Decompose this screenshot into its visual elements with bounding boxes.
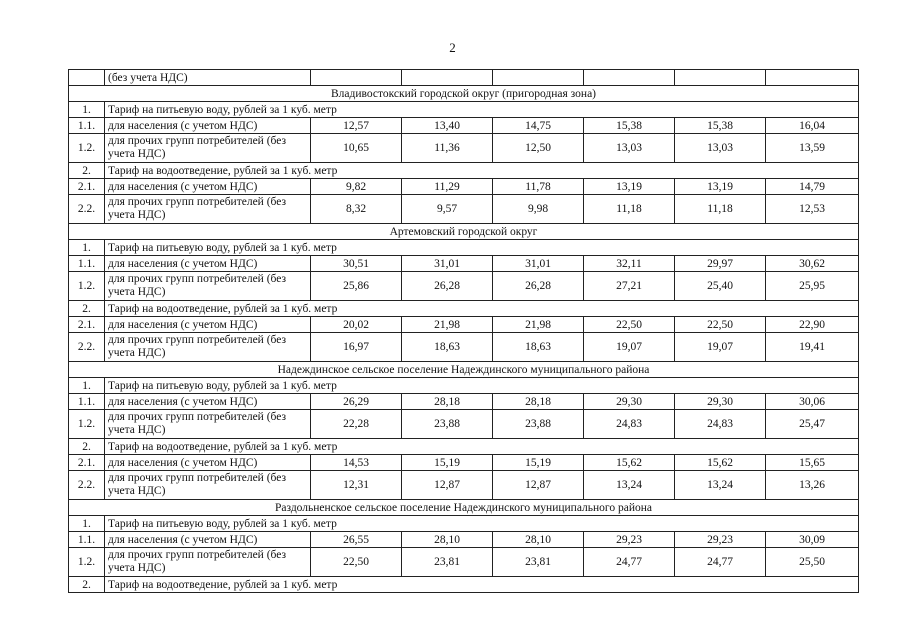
region-title: Раздольненское сельское поселение Надеждинского муниципального района [69, 500, 859, 516]
row-number: 2.2. [69, 333, 105, 362]
table-cell-name: (без учета НДС) [105, 70, 311, 86]
tariff-value: 9,98 [493, 195, 584, 224]
tariff-value: 25,40 [675, 272, 766, 301]
tariff-table-body [69, 70, 859, 593]
consumer-group: для прочих групп потребителей (без учета НДС) [105, 471, 311, 500]
tariff-title: Тариф на водоотведение, рублей за 1 куб. метр [105, 163, 859, 179]
tariff-value: 31,01 [402, 256, 493, 272]
tariff-value: 15,65 [766, 455, 859, 471]
tariff-table [68, 69, 859, 593]
tariff-value: 9,57 [402, 195, 493, 224]
tariff-header-row [69, 240, 859, 256]
table-cell-value [311, 70, 402, 86]
tariff-value: 11,36 [402, 134, 493, 163]
table-cell-value [493, 70, 584, 86]
tariff-title: Тариф на водоотведение, рублей за 1 куб. метр [105, 301, 859, 317]
tariff-value: 25,86 [311, 272, 402, 301]
tariff-value: 26,29 [311, 394, 402, 410]
tariff-value: 26,55 [311, 532, 402, 548]
row-number: 2. [69, 163, 105, 179]
tariff-value: 12,87 [493, 471, 584, 500]
tariff-value: 22,50 [675, 317, 766, 333]
tariff-value: 24,83 [675, 410, 766, 439]
tariff-header-row [69, 378, 859, 394]
tariff-value: 26,28 [493, 272, 584, 301]
table-row [69, 256, 859, 272]
row-number: 1. [69, 102, 105, 118]
tariff-value: 23,81 [493, 548, 584, 577]
consumer-group: для прочих групп потребителей (без учета НДС) [105, 333, 311, 362]
tariff-value: 11,29 [402, 179, 493, 195]
consumer-group: для прочих групп потребителей (без учета НДС) [105, 134, 311, 163]
tariff-title: Тариф на водоотведение, рублей за 1 куб. метр [105, 577, 859, 593]
tariff-value: 29,23 [584, 532, 675, 548]
consumer-group: для населения (с учетом НДС) [105, 179, 311, 195]
tariff-value: 16,97 [311, 333, 402, 362]
tariff-value: 29,97 [675, 256, 766, 272]
tariff-value: 13,40 [402, 118, 493, 134]
tariff-value: 25,47 [766, 410, 859, 439]
tariff-value: 11,18 [675, 195, 766, 224]
consumer-group: для населения (с учетом НДС) [105, 118, 311, 134]
tariff-value: 9,82 [311, 179, 402, 195]
tariff-value: 20,02 [311, 317, 402, 333]
page-number: 2 [449, 40, 456, 55]
tariff-value: 28,10 [493, 532, 584, 548]
tariff-value: 22,50 [311, 548, 402, 577]
tariff-title: Тариф на питьевую воду, рублей за 1 куб. метр [105, 516, 859, 532]
tariff-value: 15,62 [675, 455, 766, 471]
tariff-value: 18,63 [402, 333, 493, 362]
tariff-title: Тариф на питьевую воду, рублей за 1 куб. метр [105, 240, 859, 256]
region-title: Надеждинское сельское поселение Надеждинского муниципального района [69, 362, 859, 378]
tariff-value: 16,04 [766, 118, 859, 134]
tariff-value: 29,30 [675, 394, 766, 410]
tariff-header-row [69, 301, 859, 317]
row-number: 1.1. [69, 394, 105, 410]
tariff-value: 29,23 [675, 532, 766, 548]
row-number: 2. [69, 439, 105, 455]
table-row [69, 272, 859, 301]
tariff-value: 24,77 [584, 548, 675, 577]
table-cell-value [402, 70, 493, 86]
tariff-value: 27,21 [584, 272, 675, 301]
tariff-value: 13,19 [675, 179, 766, 195]
table-row [69, 410, 859, 439]
region-row [69, 86, 859, 102]
tariff-title: Тариф на водоотведение, рублей за 1 куб. метр [105, 439, 859, 455]
tariff-value: 22,28 [311, 410, 402, 439]
table-row [69, 455, 859, 471]
table-cell-value [766, 70, 859, 86]
tariff-header-row [69, 163, 859, 179]
tariff-value: 13,24 [675, 471, 766, 500]
tariff-value: 21,98 [493, 317, 584, 333]
row-number: 1. [69, 240, 105, 256]
tariff-value: 22,90 [766, 317, 859, 333]
tariff-value: 15,19 [402, 455, 493, 471]
region-row [69, 224, 859, 240]
tariff-value: 12,87 [402, 471, 493, 500]
consumer-group: для населения (с учетом НДС) [105, 455, 311, 471]
row-number: 1.1. [69, 118, 105, 134]
table-row [69, 333, 859, 362]
tariff-value: 26,28 [402, 272, 493, 301]
row-number: 1.1. [69, 532, 105, 548]
tariff-value: 19,07 [675, 333, 766, 362]
tariff-value: 30,62 [766, 256, 859, 272]
tariff-value: 14,53 [311, 455, 402, 471]
consumer-group: для населения (с учетом НДС) [105, 394, 311, 410]
tariff-value: 25,95 [766, 272, 859, 301]
tariff-header-row [69, 516, 859, 532]
table-row [69, 134, 859, 163]
tariff-value: 31,01 [493, 256, 584, 272]
tariff-value: 13,26 [766, 471, 859, 500]
consumer-group: для прочих групп потребителей (без учета НДС) [105, 410, 311, 439]
tariff-value: 12,57 [311, 118, 402, 134]
consumer-group: для прочих групп потребителей (без учета НДС) [105, 548, 311, 577]
tariff-value: 13,24 [584, 471, 675, 500]
tariff-header-row [69, 102, 859, 118]
tariff-value: 19,41 [766, 333, 859, 362]
tariff-value: 30,51 [311, 256, 402, 272]
row-number: 1.1. [69, 256, 105, 272]
row-number: 2. [69, 577, 105, 593]
table-row-continued [69, 70, 859, 86]
tariff-value: 14,75 [493, 118, 584, 134]
table-cell-value [584, 70, 675, 86]
tariff-title: Тариф на питьевую воду, рублей за 1 куб. метр [105, 102, 859, 118]
tariff-value: 23,88 [493, 410, 584, 439]
tariff-value: 21,98 [402, 317, 493, 333]
row-number: 2.1. [69, 317, 105, 333]
tariff-value: 24,83 [584, 410, 675, 439]
tariff-value: 12,53 [766, 195, 859, 224]
row-number: 1.2. [69, 134, 105, 163]
tariff-value: 13,59 [766, 134, 859, 163]
tariff-value: 13,19 [584, 179, 675, 195]
tariff-value: 12,31 [311, 471, 402, 500]
tariff-value: 32,11 [584, 256, 675, 272]
table-row [69, 179, 859, 195]
consumer-group: для прочих групп потребителей (без учета НДС) [105, 195, 311, 224]
tariff-value: 13,03 [584, 134, 675, 163]
region-title: Артемовский городской округ [69, 224, 859, 240]
tariff-value: 15,62 [584, 455, 675, 471]
table-row [69, 532, 859, 548]
tariff-value: 23,81 [402, 548, 493, 577]
tariff-value: 11,18 [584, 195, 675, 224]
tariff-value: 30,06 [766, 394, 859, 410]
tariff-value: 8,32 [311, 195, 402, 224]
tariff-value: 13,03 [675, 134, 766, 163]
region-title: Владивостокский городской округ (пригородная зона) [69, 86, 859, 102]
tariff-value: 25,50 [766, 548, 859, 577]
consumer-group: для прочих групп потребителей (без учета НДС) [105, 272, 311, 301]
row-number: 2.1. [69, 179, 105, 195]
row-number: 1.2. [69, 272, 105, 301]
table-row [69, 195, 859, 224]
table-row [69, 394, 859, 410]
region-row [69, 500, 859, 516]
tariff-value: 28,10 [402, 532, 493, 548]
tariff-value: 23,88 [402, 410, 493, 439]
tariff-value: 18,63 [493, 333, 584, 362]
consumer-group: для населения (с учетом НДС) [105, 317, 311, 333]
row-number: 1.2. [69, 548, 105, 577]
tariff-value: 29,30 [584, 394, 675, 410]
tariff-header-row [69, 439, 859, 455]
row-number: 1.2. [69, 410, 105, 439]
tariff-header-row [69, 577, 859, 593]
tariff-value: 10,65 [311, 134, 402, 163]
table-row [69, 317, 859, 333]
table-row [69, 118, 859, 134]
tariff-value: 15,38 [584, 118, 675, 134]
tariff-value: 14,79 [766, 179, 859, 195]
row-number: 1. [69, 516, 105, 532]
region-row [69, 362, 859, 378]
tariff-value: 28,18 [402, 394, 493, 410]
consumer-group: для населения (с учетом НДС) [105, 256, 311, 272]
tariff-value: 15,38 [675, 118, 766, 134]
tariff-value: 28,18 [493, 394, 584, 410]
table-cell-value [675, 70, 766, 86]
table-cell-num [69, 70, 105, 86]
row-number: 2.2. [69, 195, 105, 224]
row-number: 1. [69, 378, 105, 394]
row-number: 2. [69, 301, 105, 317]
tariff-value: 12,50 [493, 134, 584, 163]
tariff-value: 19,07 [584, 333, 675, 362]
row-number: 2.1. [69, 455, 105, 471]
tariff-value: 30,09 [766, 532, 859, 548]
tariff-value: 15,19 [493, 455, 584, 471]
row-number: 2.2. [69, 471, 105, 500]
tariff-value: 22,50 [584, 317, 675, 333]
tariff-title: Тариф на питьевую воду, рублей за 1 куб. метр [105, 378, 859, 394]
table-row [69, 471, 859, 500]
tariff-value: 11,78 [493, 179, 584, 195]
table-row [69, 548, 859, 577]
tariff-value: 24,77 [675, 548, 766, 577]
consumer-group: для населения (с учетом НДС) [105, 532, 311, 548]
